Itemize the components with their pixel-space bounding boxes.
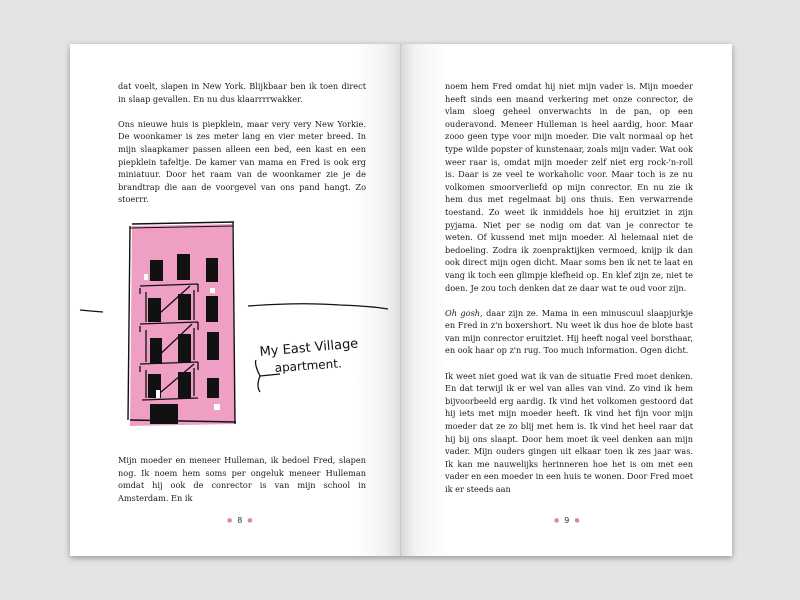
left-page-text-top xyxy=(118,80,366,206)
right-paragraph-2-italic: Oh gosh, xyxy=(445,307,483,318)
window xyxy=(150,260,163,281)
building-door xyxy=(150,404,178,424)
window xyxy=(150,338,162,364)
window xyxy=(206,296,218,322)
page-number-dot: ● xyxy=(247,517,253,524)
right-paragraph-2 xyxy=(445,307,693,357)
window xyxy=(206,258,218,282)
illustration-caption-line2: apartment. xyxy=(274,356,343,375)
left-page-number: ● 8 ● xyxy=(227,516,253,525)
right-paragraph-3: Ik weet niet goed wat ik van de situatie Fred moet denken. En dat terwijl ik er wel van alles van vind. Zo vind ik hem bijvoorbeeld erg aardig. Ik vind het volkomen gestoord dat hij iets met mijn moeder heeft. Ik vind het fijn voor mijn moeder dat ze zo blij met hem is. Ik vind het heel raar dat hij bij ons slaapt. Door hem moet ik veel denken aan mijn vader. Mijn ouders gingen uit elkaar toen ik zes jaar was. Ik kan me nauwelijks herinneren hoe het is om met een vader en een moeder in een huis te wonen. Door Fred moet ik er steeds aan xyxy=(445,370,693,494)
left-page-text-bottom xyxy=(118,454,366,504)
window xyxy=(207,332,219,360)
horizon-line-left xyxy=(80,310,103,312)
page-number-dot: ● xyxy=(574,517,580,524)
right-paragraph-1: noem hem Fred omdat hij niet mijn vader is. Mijn moeder heeft sinds een maand verkering met onze conrector, de vlam sloeg geheel onverwachts in de pan, op een ouderavond. Meneer Hulleman is heel aardig, hoor. Maar zooo geen type voor mijn moeder. Die valt normaal op het type wilde popster of kunstenaar, zoals mijn vader. Wat ook weer raar is, omdat mijn moeder zelf niet erg rock-'n-roll is. Daar is ze veel te workaholic voor. Maar toch is ze nu volkomen smoorverliefd op mijn conrector. En nu zie ik hem dus met regelmaat bij ons thuis. Een verwarrende toestand. Zo weet ik inmiddels hoe hij eruitziet in zijn pyjama. Niet per se nodig om dat van je conrector te weten. Of kussend met mijn moeder. Al helemaal niet de bedoeling. Zodra ik zoenpraktijken vermoed, knijp ik dan ook direct mijn ogen dicht. Maar soms ben ik net te laat en vang ik toch een glimpje klefheid op. En klef zijn ze, niet te doen. Je zou toch denken dat ze daar wat te oud voor zijn. xyxy=(445,81,693,293)
window xyxy=(177,254,190,280)
page-number-dot: ● xyxy=(227,517,233,524)
left-paragraph-3: Mijn moeder en meneer Hulleman, ik bedoel Fred, slapen nog. Ik noem hem soms per ongeluk meneer Hulleman omdat hij ook de conrector is van mijn school in Amsterdam. En ik xyxy=(118,455,366,503)
window xyxy=(178,334,191,362)
left-page xyxy=(70,44,401,556)
horizon-line-right xyxy=(248,304,388,309)
page-number-dot: ● xyxy=(554,517,560,524)
building-illustration xyxy=(70,214,401,444)
left-paragraph-1: dat voelt, slapen in New York. Blijkbaar ben ik toen direct in slaap gevallen. En nu dus klaarrrrwakker. xyxy=(118,81,366,104)
right-page xyxy=(401,44,732,556)
right-page-text xyxy=(445,80,693,496)
left-paragraph-2: Ons nieuwe huis is piepklein, maar very very New Yorkie. De woonkamer is zes meter lang en vier meter breed. In mijn slaapkamer passen alleen een bed, een kast en een piepklein tafeltje. De kamer van mama en Fred is ook erg miniatuur. Door het raam van de woonkamer zie je de brandtrap die aan de voorgevel van ons pand hangt. Zo stoerrr. xyxy=(118,118,366,205)
illustration-caption-line1: My East Village xyxy=(259,336,359,360)
open-book xyxy=(70,44,732,556)
right-paragraph-2-rest: daar zijn ze. Mama in een minuscuul slaapjurkje en Fred in z'n boxershort. Nu weet ik dus hoe de blote bast van mijn conrector eruitziet. Hij heeft nogal veel borsthaar, en ook haar op z'n rug. Too much information. Ogen dicht. xyxy=(445,307,693,356)
right-page-number: ● 9 ● xyxy=(554,516,580,525)
window xyxy=(178,294,191,320)
window xyxy=(207,378,219,398)
